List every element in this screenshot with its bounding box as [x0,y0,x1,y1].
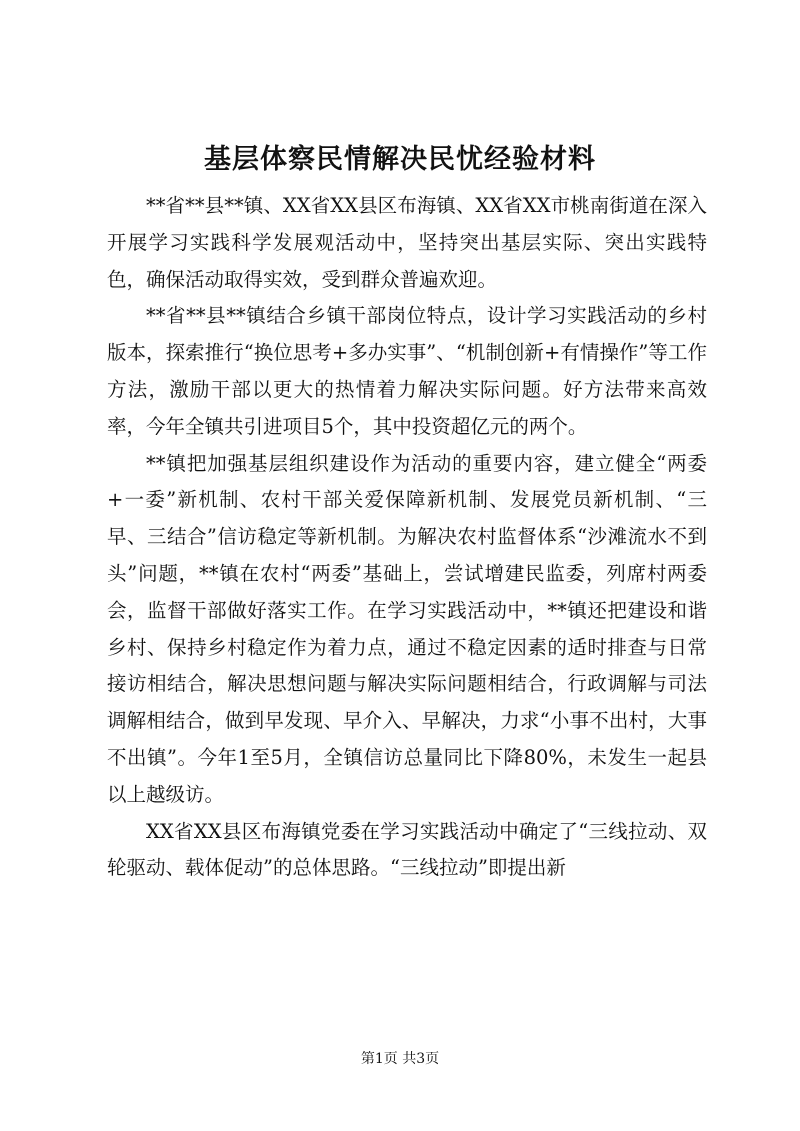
page-number-footer: 第1页 共3页 [360,1051,440,1067]
paragraph-4: XX省XX县区布海镇党委在学习实践活动中确定了“三线拉动、双轮驱动、载体促动”的总体思路。“三线拉动”即提出新 [107,819,707,880]
paragraph-1: **省**县**镇、XX省XX县区布海镇、XX省XX市桃南街道在深入开展学习实践科学发展观活动中，坚持突出基层实际、突出实践特色，确保活动取得实效，受到群众普遍欢迎。 [107,194,707,291]
paragraph-3: **镇把加强基层组织建设作为活动的重要内容，建立健全“两委+一委”新机制、农村干部关爱保障新机制、发展党员新机制、“三早、三结合”信访稳定等新机制。为解决农村监督体系“沙滩流水不到头”问题，**镇在农村“两委”基础上，尝试增建民监委，列席村两委会，监督干部做好落实工作。在学习实践活动中，**镇还把建设和谐乡村、保持乡村稳定作为着力点，通过不稳定因素的适时排查与日常接访相结合，解决思想问题与解决实际问题相结合，行政调解与司法调解相结合，做到早发现、早介入、早解决，力求“小事不出村，大事不出镇”。今年1至5月，全镇信访总量同比下降80%，未发生一起县以上越级访。 [107,451,707,806]
document-title: 基层体察民情解决民忧经验材料 [204,144,596,175]
document-body [107,188,707,887]
paragraph-2: **省**县**镇结合乡镇干部岗位特点，设计学习实践活动的乡村版本，探索推行“换位思考+多办实事”、“机制创新+有情操作”等工作方法，激励干部以更大的热情着力解决实际问题。好方法带来高效率，今年全镇共引进项目5个，其中投资超亿元的两个。 [107,304,707,438]
